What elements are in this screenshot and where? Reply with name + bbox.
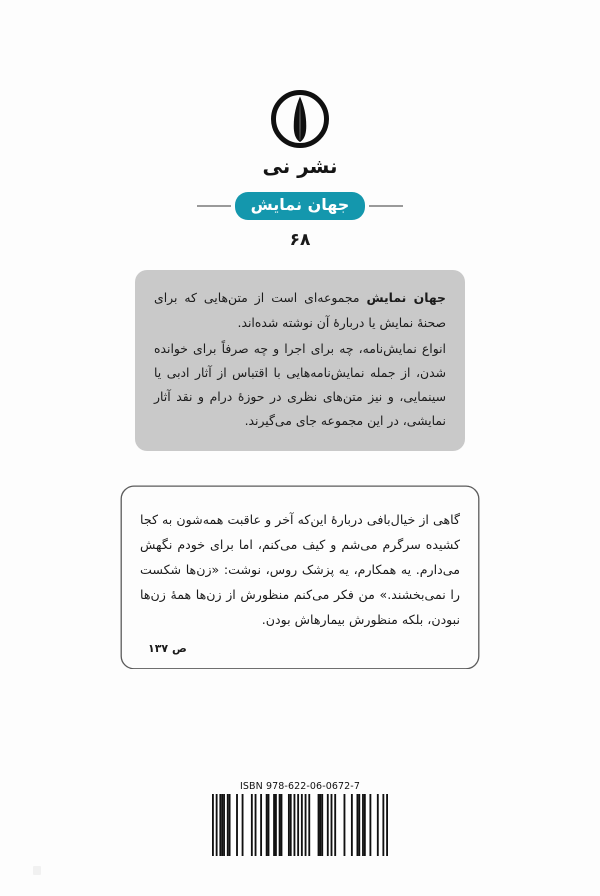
description-paragraph-1-rest: مجموعه‌ای است از متن‌هایی که برای صحنهٔ نمایش یا دربارهٔ آن نوشته شده‌اند. (154, 290, 446, 330)
isbn-label: ISBN 978-622-06-0672-7 (240, 781, 360, 792)
description-lead: جهان نمایش (366, 290, 446, 306)
series-description-panel (135, 270, 465, 450)
publisher-logo-block (262, 88, 337, 176)
quote-panel (120, 485, 480, 670)
quote-text: گاهی از خیال‌بافی دربارهٔ این‌که آخر و عاقبت همه‌شون به کجا کشیده سرگرم می‌شم و کیف می‌کنم، اما برای خودم نگهش می‌دارم. یه همکارم، یه پزشک روس، نوشت: «زن‌ها شکست را نمی‌بخشند.» من فکر می‌کنم منظورش از زن‌ها همهٔ زن‌ها نبودن، بلکه منظورش بیمارهاش بودن. (140, 511, 460, 628)
description-paragraph-1 (154, 286, 446, 334)
quote-source-page: ص ۱۳۷ (148, 642, 187, 656)
description-paragraph-2: انواع نمایش‌نامه، چه برای اجرا و چه صرفاً برای خوانده شدن، از جمله نمایش‌نامه‌هایی با اقتباس از آثار ادبی یا سینمایی، و نیز متن‌های نظری در حوزهٔ درام و نقد آثار نمایشی، در این مجموعه جای می‌گیرند. (154, 340, 446, 429)
page-edge-artifact (33, 866, 41, 875)
publisher-name: نشر نی (262, 154, 338, 178)
series-number: ۶۸ (289, 230, 311, 251)
series-badge: جهان نمایش (235, 192, 366, 220)
isbn-barcode (212, 794, 388, 856)
nashr-ney-pen-nib-in-circle-icon (269, 88, 331, 150)
series-rule-right (369, 205, 403, 207)
series-rule-left (197, 205, 231, 207)
series-badge-row (170, 192, 430, 220)
isbn-block (212, 781, 388, 856)
